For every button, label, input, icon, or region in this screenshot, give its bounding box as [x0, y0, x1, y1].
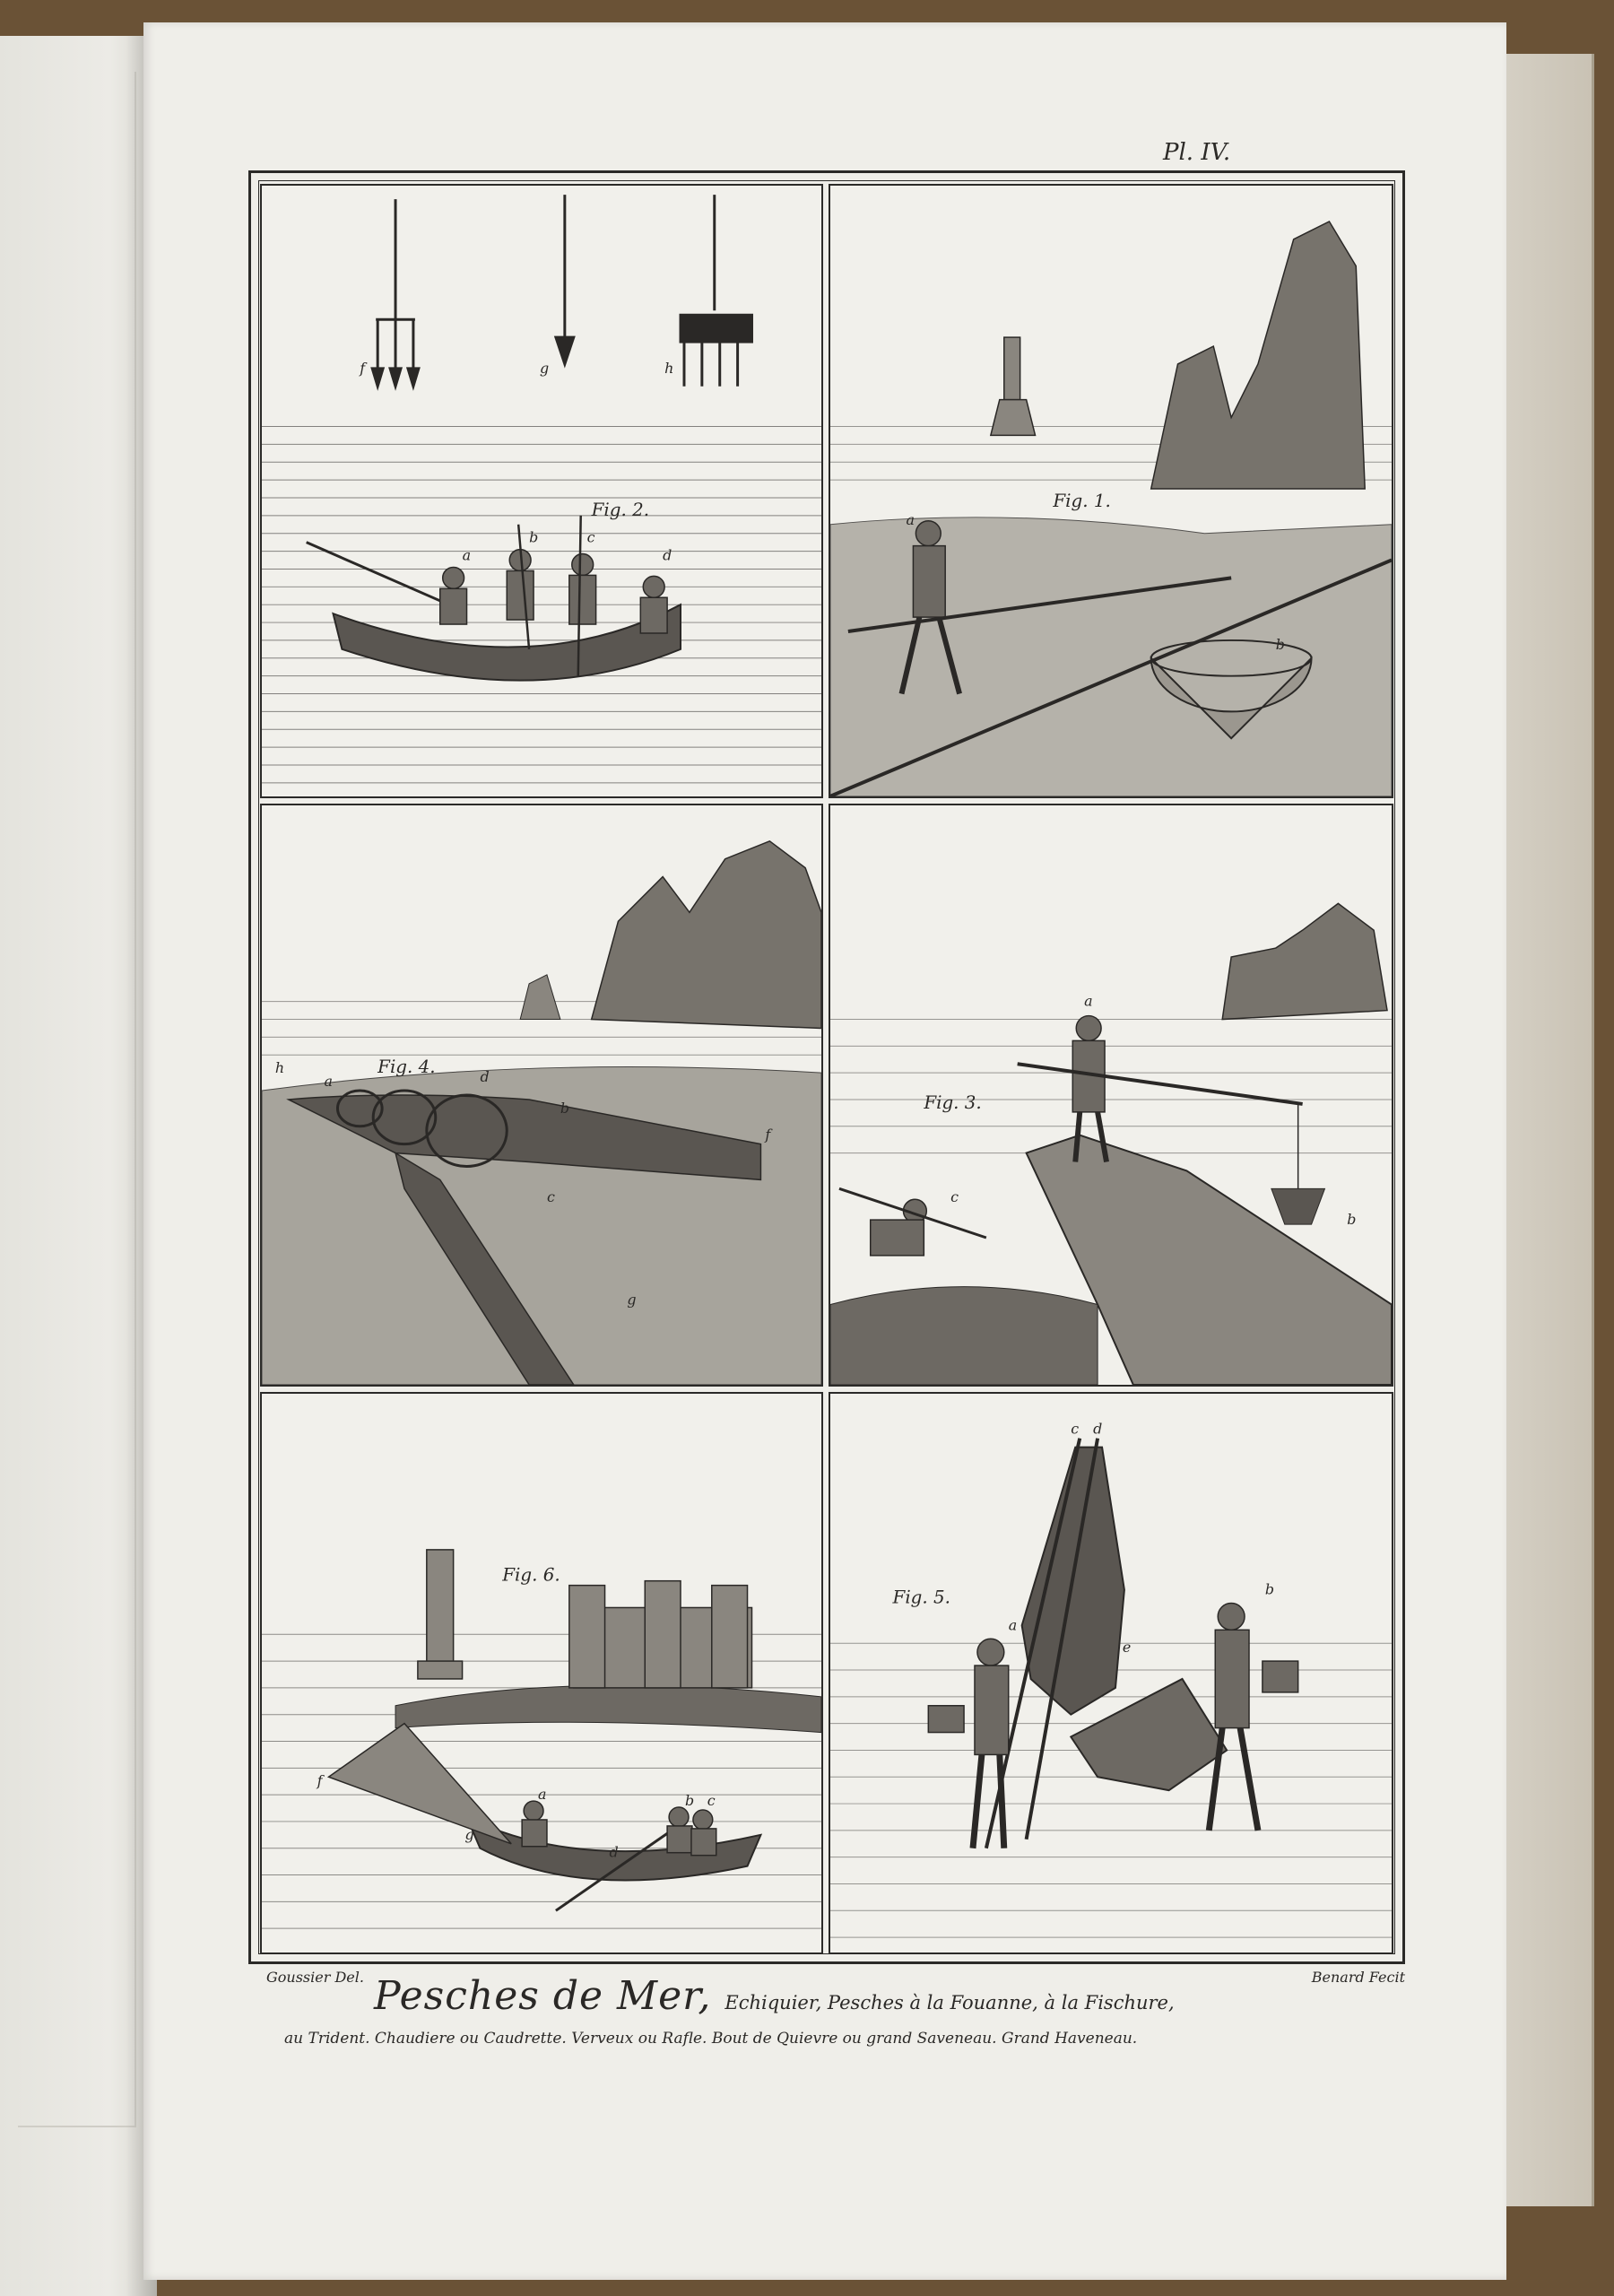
fig-2-label: Fig. 2.	[591, 499, 650, 520]
lighthouse	[991, 337, 1036, 435]
cliffs	[1151, 222, 1365, 489]
fig-2-letter-f: f	[360, 359, 366, 377]
fig-4-letter-b: b	[560, 1099, 570, 1117]
island	[395, 1685, 821, 1733]
basket-net	[1271, 1188, 1325, 1224]
facing-plate-impression	[18, 72, 136, 2127]
fig-6-label: Fig. 6.	[502, 1564, 560, 1586]
fig-1-letter-b: b	[1275, 635, 1285, 653]
fig-6-letter-a: a	[538, 1786, 547, 1804]
plate-title-line	[374, 1973, 1175, 2019]
fig-5-letter-e: e	[1122, 1639, 1132, 1657]
plate-title-sub: Echiquier, Pesches à la Fouanne, à la Fischure,	[725, 1992, 1175, 2013]
oar	[307, 543, 449, 605]
fig-2-letter-d: d	[663, 546, 672, 564]
foreground-rocks	[830, 1287, 1098, 1385]
fig-2-letter-b: b	[529, 528, 539, 546]
plate-number: Pl. IV.	[1163, 139, 1231, 166]
castle	[569, 1581, 752, 1688]
lighthouse-tower	[418, 1550, 463, 1679]
cliffs	[592, 841, 821, 1029]
fig-4-letter-g: g	[627, 1291, 637, 1309]
pole	[1018, 1064, 1303, 1104]
fig-4-engraving	[262, 805, 821, 1385]
fig-3-label: Fig. 3.	[924, 1091, 982, 1113]
sea-hatching	[262, 426, 821, 782]
fig-6-letter-c: c	[707, 1792, 716, 1810]
fig-5-letter-c: c	[1071, 1420, 1080, 1438]
fig-2-letter-h: h	[664, 359, 674, 377]
fig-3-engraving	[830, 805, 1392, 1385]
panel-fig-1	[829, 184, 1393, 798]
fig-4-letter-c: c	[546, 1188, 555, 1206]
fig-4-letter-f: f	[765, 1126, 771, 1144]
fig-4-letter-h: h	[274, 1059, 285, 1077]
plate-caption	[248, 1969, 1405, 2076]
panel-fig-2	[260, 184, 823, 798]
fig-4-label: Fig. 4.	[377, 1057, 436, 1078]
fig-5-letter-a: a	[1008, 1616, 1018, 1634]
fig-2-letter-c: c	[586, 528, 595, 546]
plate-subtitle: au Trident. Chaudiere ou Caudrette. Verveux ou Rafle. Bout de Quievre ou grand Saveneau. Grand Haveneau.	[284, 2030, 1138, 2048]
sea-hatching	[830, 1020, 1392, 1153]
panel-fig-4	[260, 804, 823, 1387]
rock-islet	[520, 975, 560, 1020]
plate-title: Pesches de Mer,	[374, 1973, 712, 2019]
fig-2-letter-g: g	[540, 359, 550, 377]
fig-6-letter-d: d	[609, 1843, 619, 1861]
fig-1-label: Fig. 1.	[1053, 490, 1111, 511]
facing-page	[0, 36, 157, 2296]
panel-fig-6	[260, 1392, 823, 1954]
panel-fig-3	[829, 804, 1393, 1387]
spear-heads	[372, 195, 751, 387]
fig-4-letter-a: a	[324, 1073, 334, 1091]
fig-3-letter-c: c	[950, 1188, 959, 1206]
fisherman-right	[1209, 1604, 1297, 1831]
fig-1-letter-a: a	[906, 510, 915, 528]
fishermen	[440, 550, 667, 633]
fig-6-letter-g: g	[464, 1825, 474, 1843]
engraver-credit: Benard Fecit	[1311, 1969, 1405, 1986]
fig-5-letter-b: b	[1264, 1580, 1275, 1598]
fig-6-letter-b: b	[684, 1792, 695, 1810]
fig-1-engraving	[830, 186, 1392, 796]
fig-4-letter-d: d	[480, 1068, 490, 1086]
fig-6-letter-f: f	[317, 1772, 323, 1790]
fig-5-letter-d: d	[1093, 1420, 1103, 1438]
fig-3-letter-b: b	[1347, 1211, 1357, 1229]
panel-fig-5	[829, 1392, 1393, 1954]
fig-5-label: Fig. 5.	[892, 1587, 950, 1608]
draftsman-credit: Goussier Del.	[266, 1969, 364, 1986]
fig-6-engraving	[262, 1394, 821, 1952]
fig-5-engraving	[830, 1394, 1392, 1952]
fig-2-engraving	[262, 186, 821, 796]
cliffs	[1222, 903, 1387, 1019]
fig-3-letter-a: a	[1084, 992, 1093, 1010]
fig-2-letter-a: a	[462, 546, 472, 564]
